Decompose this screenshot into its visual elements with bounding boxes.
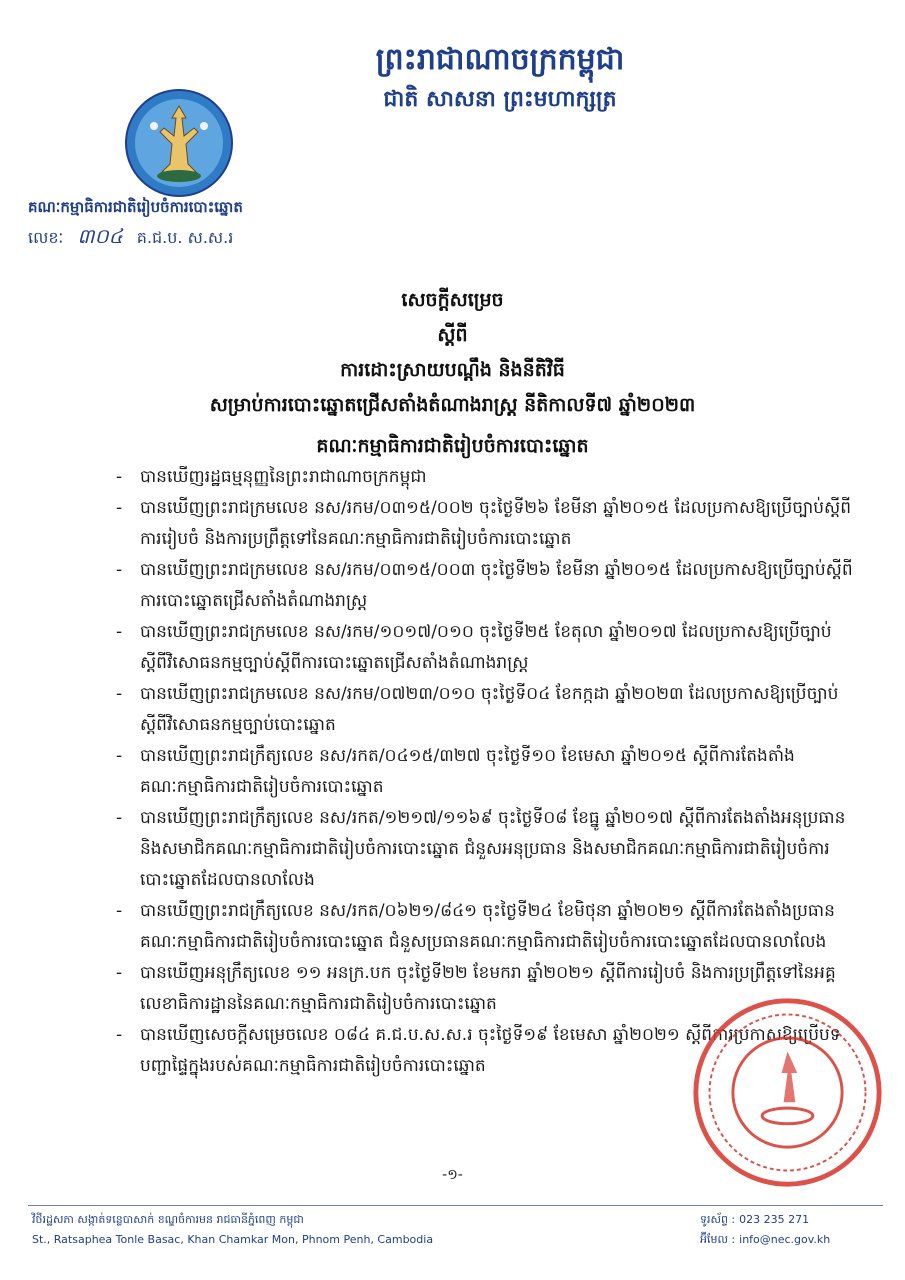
address-english: St., Ratsaphea Tonle Basac, Khan Chamkar Mon, Phnom Penh, Cambodia — [32, 1233, 434, 1246]
clause-item: - បានឃើញអនុក្រឹត្យលេខ ១១ អនក្រ.បក ចុះថ្ងៃទី២២ ខែមករា ឆ្នាំ២០២១ ស្ដីពីការរៀបចំ និងការប្រព្រឹត្តទៅនៃអគ្គលេខាធិការដ្ឋាននៃគណៈកម្មាធិការជាតិរៀបចំការបោះឆ្នោត — [112, 958, 857, 1020]
clause-item: - បានឃើញព្រះរាជក្រឹត្យលេខ នស/រកត/០៦២១/៨៤១ ចុះថ្ងៃទី២៤ ខែមិថុនា ឆ្នាំ២០២១ ស្ដីពីការតែងតាំងប្រធានគណៈកម្មាធិការជាតិរៀបចំការបោះឆ្នោត ជំនួសប្រធានគណៈកម្មាធិការជាតិរៀបចំការបោះឆ្នោតដែលបានលាលែង — [112, 896, 857, 958]
national-motto: ជាតិ សាសនា ព្រះមហាក្សត្រ — [383, 86, 617, 112]
clause-item: - បានឃើញព្រះរាជក្រមលេខ នស/រកម/០៧២៣/០១០ ចុះថ្ងៃទី០៤ ខែកក្កដា ឆ្នាំ២០២៣ ដែលប្រកាសឱ្យប្រើច្បាប់ស្ដីពីវិសោធនកម្មច្បាប់បោះឆ្នោត — [112, 679, 857, 741]
page-number: -១- — [442, 1167, 463, 1183]
reference-number — [28, 224, 348, 250]
clause-item: - បានឃើញព្រះរាជក្រមលេខ នស/រកម/០៣១៥/០០២ ចុះថ្ងៃទី២៦ ខែមីនា ឆ្នាំ២០១៥ ដែលប្រកាសឱ្យប្រើច្បាប់ស្ដីពីការរៀបចំ និងការប្រព្រឹត្តទៅនៃគណៈកម្មាធិការជាតិរៀបចំការបោះឆ្នោត — [112, 493, 857, 555]
clause-item: - បានឃើញព្រះរាជក្រឹត្យលេខ នស/រកត/១២១៧/១១៦៩ ចុះថ្ងៃទី០៨ ខែធ្នូ ឆ្នាំ២០១៧ ស្ដីពីការតែងតាំងអនុប្រធាន និងសមាជិកគណៈកម្មាធិការជាតិរៀបចំការបោះឆ្នោត ជំនួសអនុប្រធាន និងសមាជិកគណៈកម្មាធិការជាតិរៀបចំការបោះឆ្នោតដែលបានលាលែង — [112, 803, 857, 896]
title-line-1: សេចក្ដីសម្រេច — [401, 289, 504, 311]
phone-row — [700, 1210, 890, 1230]
official-seal-stamp — [690, 995, 885, 1190]
title-line-2: ស្ដីពី — [437, 324, 468, 346]
nec-emblem-logo — [124, 88, 234, 198]
phone-label: ទូរស័ព្ទ : — [700, 1213, 736, 1226]
title-line-4: សម្រាប់ការបោះឆ្នោតជ្រើសតាំងតំណាងរាស្ត្រ នីតិកាលទី៧ ឆ្នាំ២០២៣ — [209, 394, 696, 416]
email-row — [700, 1230, 890, 1250]
title-line-3: ការដោះស្រាយបណ្ដឹង និងនីតិវិធី — [340, 359, 565, 381]
clause-item: - បានឃើញសេចក្ដីសម្រេចលេខ ០៨៤ គ.ជ.ប.ស.ស.រ ចុះថ្ងៃទី១៩ ខែមេសា ឆ្នាំ២០២១ ស្ដីពីការប្រកាសឱ្យប្រើបទបញ្ជាផ្ទៃក្នុងរបស់គណៈកម្មាធិការជាតិរៀបចំការបោះឆ្នោត — [112, 1020, 857, 1082]
phone-number: 023 235 271 — [739, 1213, 810, 1226]
title-line-5: គណៈកម្មាធិការជាតិរៀបចំការបោះឆ្នោត — [316, 435, 589, 457]
address-khmer: វិថីរដ្ឋសភា សង្កាត់ទន្លេបាសាក់ ខណ្ឌចំការមន រាជធានីភ្នំពេញ កម្ពុជា — [32, 1213, 304, 1226]
clause-item: - បានឃើញព្រះរាជក្រមលេខ នស/រកម/១០១៧/០១០ ចុះថ្ងៃទី២៥ ខែតុលា ឆ្នាំ២០១៧ ដែលប្រកាសឱ្យប្រើច្បាប់ស្ដីពីវិសោធនកម្មច្បាប់ស្ដីពីការបោះឆ្នោតជ្រើសតាំងតំណាងរាស្ត្រ — [112, 617, 857, 679]
clause-item: - បានឃើញព្រះរាជក្រឹត្យលេខ នស/រកត/០៤១៥/៣២៧ ចុះថ្ងៃទី១០ ខែមេសា ឆ្នាំ២០១៥ ស្ដីពីការតែងតាំងគណៈកម្មាធិការជាតិរៀបចំការបោះឆ្នោត — [112, 741, 857, 803]
ref-number-handwritten: ៣០៤ — [77, 224, 123, 248]
kingdom-header — [350, 40, 650, 116]
footer-contact — [700, 1210, 890, 1250]
clause-item: - បានឃើញរដ្ឋធម្មនុញ្ញនៃព្រះរាជាណាចក្រកម្ពុជា — [112, 462, 857, 493]
footer-address — [32, 1210, 552, 1250]
email-link[interactable]: info@nec.gov.kh — [739, 1233, 831, 1246]
footer-divider — [28, 1205, 883, 1206]
decision-title — [100, 283, 805, 464]
clause-item: - បានឃើញព្រះរាជក្រមលេខ នស/រកម/០៣១៥/០០៣ ចុះថ្ងៃទី២៦ ខែមីនា ឆ្នាំ២០១៥ ដែលប្រកាសឱ្យប្រើច្បាប់ស្ដីពីការបោះឆ្នោតជ្រើសតាំងតំណាងរាស្ត្រ — [112, 555, 857, 617]
ref-code: គ.ជ.ប. ស.ស.រ — [136, 228, 234, 247]
kingdom-title: ព្រះរាជាណាចក្រកម្ពុជា — [375, 42, 625, 77]
email-label: អ៊ីមែល : — [700, 1233, 736, 1246]
ref-label: លេខៈ — [28, 228, 64, 247]
organization-name: គណៈកម្មាធិការជាតិរៀបចំការបោះឆ្នោត — [28, 198, 243, 216]
clause-list — [112, 462, 857, 1082]
